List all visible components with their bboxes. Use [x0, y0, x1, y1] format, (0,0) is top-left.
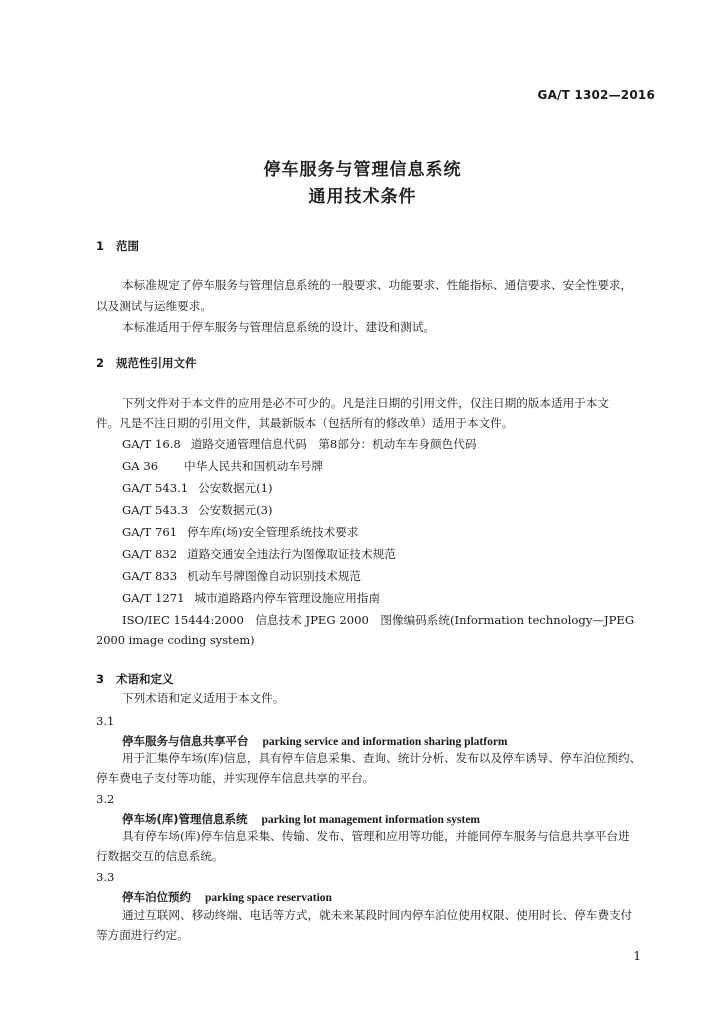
- iso-reference-line1: ISO/IEC 15444:2000 信息技术 JPEG 2000 图像编码系统(Information technology—JPEG: [122, 613, 635, 627]
- term-english: parking space reservation: [205, 892, 332, 904]
- term-definition-line1: 具有停车场(库)停车信息采集、传输、发布、管理和应用等功能，并能同停车服务与信息共享平台进: [122, 829, 630, 843]
- reference-title: 道路交通安全违法行为图像取证技术规范: [187, 547, 396, 561]
- term-heading: [122, 733, 508, 749]
- section-heading-normative-refs: [96, 355, 197, 371]
- reference-code: GA/T 16.8: [122, 437, 181, 451]
- reference-title: 城市道路路内停车管理设施应用指南: [194, 591, 380, 605]
- reference-item: [122, 524, 358, 540]
- term-english: parking service and information sharing platform: [262, 736, 508, 748]
- reference-code: GA/T 543.3: [122, 503, 189, 517]
- term-definition-line1: 用于汇集停车场(库)信息，具有停车信息采集、查询、统计分析、发布以及停车诱导、停车泊位预约、: [122, 751, 642, 765]
- reference-item: [122, 458, 323, 474]
- section-number: 1: [96, 239, 105, 253]
- standard-code: GA/T 1302—2016: [537, 88, 655, 102]
- reference-code: GA 36: [122, 459, 159, 473]
- reference-code: GA/T 1271: [122, 591, 185, 605]
- section-title: 术语和定义: [116, 672, 174, 686]
- reference-code: GA/T 543.1: [122, 481, 189, 495]
- iso-reference-line2: 2000 image coding system): [96, 633, 255, 647]
- term-chinese: 停车场(库)管理信息系统: [122, 812, 248, 826]
- refs-intro-line1: 下列文件对于本文件的应用是必不可少的。凡是注日期的引用文件，仅注日期的版本适用于本文: [122, 396, 609, 410]
- term-english: parking lot management information system: [261, 814, 481, 826]
- term-number: 3.1: [96, 714, 115, 728]
- reference-code: GA/T 761: [122, 525, 178, 539]
- reference-title: 机动车号牌图像自动识别技术规范: [187, 569, 362, 583]
- term-definition-line2: 停车费电子支付等功能，并实现停车信息共享的平台。: [96, 771, 375, 785]
- term-chinese: 停车泊位预约: [122, 890, 191, 904]
- reference-code: GA/T 832: [122, 547, 178, 561]
- scope-paragraph-line2: 以及测试与运维要求。: [96, 299, 212, 313]
- section-number: 2: [96, 356, 105, 370]
- terms-intro: 下列术语和定义适用于本文件。: [122, 691, 285, 705]
- reference-title: 公安数据元(3): [198, 503, 273, 517]
- reference-item: [122, 480, 273, 496]
- section-number: 3: [96, 672, 105, 686]
- term-number: 3.3: [96, 870, 115, 884]
- term-definition-line2: 等方面进行约定。: [96, 928, 189, 942]
- term-heading: [122, 811, 480, 827]
- reference-code: GA/T 833: [122, 569, 178, 583]
- document-title-line1: 停车服务与管理信息系统: [263, 160, 462, 180]
- term-chinese: 停车服务与信息共享平台: [122, 734, 249, 748]
- reference-item: [122, 436, 476, 452]
- reference-item: [122, 546, 396, 562]
- section-title: 规范性引用文件: [116, 356, 197, 370]
- term-number: 3.2: [96, 792, 115, 806]
- page-number: 1: [633, 949, 641, 963]
- reference-item: [122, 502, 273, 518]
- refs-intro-line2: 件。凡是不注日期的引用文件，其最新版本（包括所有的修改单）适用于本文件。: [96, 416, 514, 430]
- reference-title: 停车库(场)安全管理系统技术要求: [187, 525, 359, 539]
- scope-paragraph2: 本标准适用于停车服务与管理信息系统的设计、建设和测试。: [122, 320, 436, 334]
- term-definition-line2: 行数据交互的信息系统。: [96, 849, 224, 863]
- reference-title: 公安数据元(1): [198, 481, 273, 495]
- reference-title: 中华人民共和国机动车号牌: [184, 459, 324, 473]
- term-definition-line1: 通过互联网、移动终端、电话等方式，就未来某段时间内停车泊位使用权限、使用时长、停车费支付: [122, 908, 633, 922]
- reference-title: 道路交通管理信息代码 第8部分：机动车车身颜色代码: [190, 437, 477, 451]
- term-heading: [122, 889, 332, 905]
- scope-paragraph-line1: 本标准规定了停车服务与管理信息系统的一般要求、功能要求、性能指标、通信要求、安全性要求，: [122, 278, 633, 292]
- document-title-line2: 通用技术条件: [308, 187, 417, 207]
- section-heading-scope: [96, 238, 139, 254]
- section-heading-terms: [96, 671, 174, 687]
- reference-item: [122, 590, 380, 606]
- section-title: 范围: [116, 239, 139, 253]
- reference-item: [122, 568, 361, 584]
